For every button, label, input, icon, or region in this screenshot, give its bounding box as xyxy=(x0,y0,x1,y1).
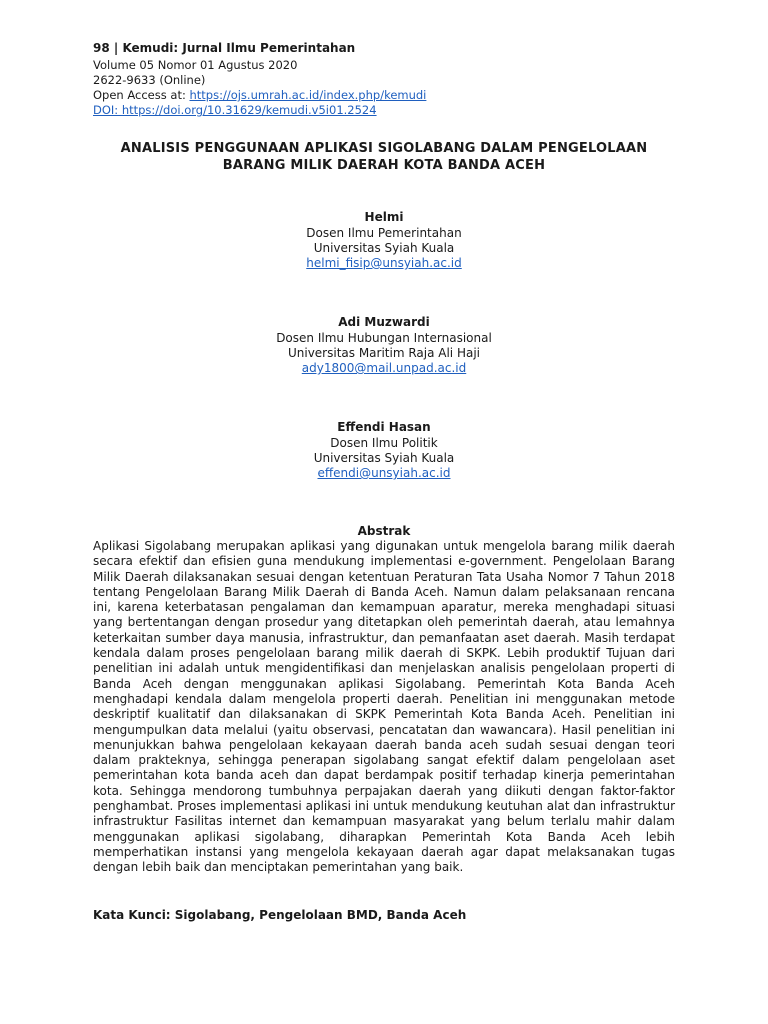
doi-link[interactable]: DOI: https://doi.org/10.31629/kemudi.v5i01.2524 xyxy=(93,103,377,117)
author-role: Dosen Ilmu Hubungan Internasional xyxy=(276,331,492,345)
author-block xyxy=(93,315,675,420)
author-name: Effendi Hasan xyxy=(337,420,431,434)
author-block xyxy=(93,210,675,315)
author-name: Helmi xyxy=(364,210,404,224)
author-institution: Universitas Maritim Raja Ali Haji xyxy=(287,346,481,360)
journal-header xyxy=(93,41,683,118)
issn: 2622-9633 (Online) xyxy=(93,73,206,87)
author-role: Dosen Ilmu Pemerintahan xyxy=(306,226,462,240)
open-access-link[interactable]: https://ojs.umrah.ac.id/index.php/kemudi xyxy=(189,88,427,102)
author-name: Adi Muzwardi xyxy=(338,315,430,329)
abstract-body: Aplikasi Sigolabang merupakan aplikasi yang digunakan untuk mengelola barang milik daerah secara efektif dan efisien guna mendukung implementasi e-government. Pengelolaan Barang Milik Daerah dilaksanakan sesuai dengan ketentuan Peraturan Tata Usaha Nomor 7 Tahun 2018 tentang Pengelolaan Barang Milik Daerah di Banda Aceh. Namun dalam pelaksanaan rencana ini, karena keterbatasan pengalaman dan kemampuan aparatur, mereka menghadapi situasi yang bertentangan dengan prosedur yang ditetapkan oleh pemerintah daerah, atau lemahnya keterkaitan sumber daya manusia, infrastruktur, dan pemanfaatan aset daerah. Masih terdapat kendala dalam proses pengelolaan barang milik daerah di SKPK. Lebih produktif Tujuan dari penelitian ini adalah untuk mengidentifikasi dan menjelaskan analisis pengelolaan properti di Banda Aceh dengan menggunakan aplikasi Sigolabang. Pemerintah Kota Banda Aceh menghadapi kendala dalam mengelola properti daerah. Penelitian ini menggunakan metode deskriptif kualitatif dan dilaksanakan di SKPK Pemerintah Kota Banda Aceh. Penelitian ini mengumpulkan data melalui (yaitu observasi, pencatatan dan wawancara). Hasil penelitian ini menunjukkan bahwa pengelolaan kekayaan daerah banda aceh sudah sesuai dengan teori dalam prakteknya, sehingga penerapan sigolabang sangat efektif dalam pengelolaan aset pemerintahan kota banda aceh dan dapat berdampak positif terhadap kinerja pemerintahan kota. Sehingga mendorong tumbuhnya perpajakan daerah yang diikuti dengan faktor-faktor penghambat. Proses implementasi aplikasi ini untuk mendukung keutuhan alat dan infrastruktur infrastruktur Fasilitas internet dan kemampuan masyarakat yang belum terlalu mahir dalam menggunakan aplikasi sigolabang, diharapkan Pemerintah Kota Banda Aceh lebih memperhatikan instansi yang mengelola kekayaan daerah agar dapat melaksanakan tugas dengan lebih baik dan menciptakan pemerintahan yang baik. xyxy=(93,539,675,875)
volume-info: Volume 05 Nomor 01 Agustus 2020 xyxy=(93,58,298,72)
journal-name: 98 | Kemudi: Jurnal Ilmu Pemerintahan xyxy=(93,41,356,55)
author-email-link[interactable]: effendi@unsyiah.ac.id xyxy=(317,466,451,480)
author-role: Dosen Ilmu Politik xyxy=(330,436,438,450)
author-list xyxy=(93,210,675,525)
keywords: Kata Kunci: Sigolabang, Pengelolaan BMD, Banda Aceh xyxy=(93,908,467,922)
author-block xyxy=(93,420,675,525)
author-email-link[interactable]: ady1800@mail.unpad.ac.id xyxy=(301,361,467,375)
abstract-heading: Abstrak xyxy=(357,524,411,538)
title-line-2: BARANG MILIK DAERAH KOTA BANDA ACEH xyxy=(222,158,546,173)
open-access-line xyxy=(93,88,683,103)
paper-title xyxy=(93,140,675,174)
author-email-link[interactable]: helmi_fisip@unsyiah.ac.id xyxy=(306,256,462,270)
title-line-1: ANALISIS PENGGUNAAN APLIKASI SIGOLABANG DALAM PENGELOLAAN xyxy=(120,141,648,156)
open-access-label: Open Access at: xyxy=(93,88,190,102)
author-institution: Universitas Syiah Kuala xyxy=(313,451,455,465)
author-institution: Universitas Syiah Kuala xyxy=(313,241,455,255)
